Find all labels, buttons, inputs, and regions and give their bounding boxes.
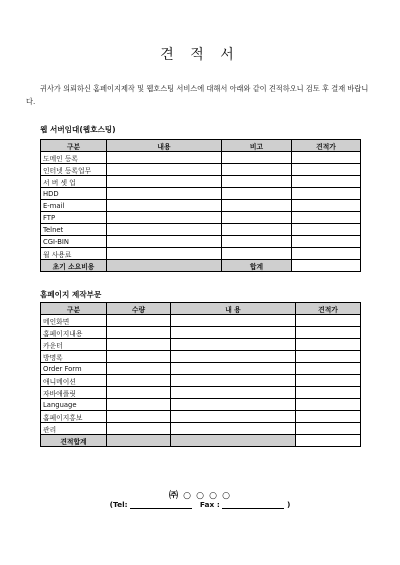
hosting-header-cell: 견적가 [292, 140, 361, 152]
homepage-empty-cell[interactable] [107, 375, 171, 387]
hosting-row [41, 236, 361, 248]
tel-blank [130, 500, 192, 509]
hosting-empty-cell[interactable] [222, 176, 292, 188]
hosting-section-title: 웹 서버임대(웹호스팅) [40, 125, 116, 134]
homepage-header-cell: 수량 [107, 303, 171, 315]
hosting-empty-cell[interactable] [107, 152, 222, 164]
hosting-row [41, 248, 361, 260]
hosting-row [41, 152, 361, 164]
homepage-empty-cell[interactable] [171, 375, 296, 387]
hosting-empty-cell[interactable] [222, 188, 292, 200]
homepage-row-label: 자바애플릿 [41, 387, 107, 399]
hosting-header-cell: 구분 [41, 140, 107, 152]
fax-label: Fax : [199, 500, 220, 509]
hosting-empty-cell[interactable] [222, 212, 292, 224]
homepage-total-value[interactable] [296, 435, 361, 447]
homepage-empty-cell[interactable] [296, 315, 361, 327]
homepage-empty-cell[interactable] [171, 423, 296, 435]
homepage-empty-cell[interactable] [107, 387, 171, 399]
homepage-row [41, 339, 361, 351]
hosting-row [41, 200, 361, 212]
homepage-empty-cell[interactable] [296, 351, 361, 363]
homepage-row-label: 관리 [41, 423, 107, 435]
hosting-total-label: 합계 [222, 260, 292, 272]
hosting-header-cell: 내용 [107, 140, 222, 152]
homepage-row-label: 홈페이지내용 [41, 327, 107, 339]
homepage-header-cell: 구분 [41, 303, 107, 315]
homepage-row-label: Order Form [41, 363, 107, 375]
homepage-row-label: 홈페이지홍보 [41, 411, 107, 423]
homepage-empty-cell[interactable] [107, 411, 171, 423]
hosting-row [41, 164, 361, 176]
hosting-empty-cell[interactable] [292, 224, 361, 236]
tel-label: (Tel: [109, 500, 128, 509]
homepage-footer-label: 견적합계 [41, 435, 107, 447]
homepage-row-label: 카운터 [41, 339, 107, 351]
hosting-footer-empty [107, 260, 222, 272]
homepage-empty-cell[interactable] [296, 339, 361, 351]
hosting-empty-cell[interactable] [107, 176, 222, 188]
homepage-empty-cell[interactable] [296, 399, 361, 411]
homepage-row-label: 애니메이션 [41, 375, 107, 387]
hosting-empty-cell[interactable] [107, 188, 222, 200]
close-paren: ) [286, 500, 291, 509]
fax-blank [222, 500, 284, 509]
homepage-row [41, 363, 361, 375]
homepage-empty-cell[interactable] [296, 411, 361, 423]
homepage-empty-cell[interactable] [171, 339, 296, 351]
hosting-row-label: E-mail [41, 200, 107, 212]
hosting-row-label: 서 버 셋 업 [41, 176, 107, 188]
homepage-row [41, 399, 361, 411]
hosting-empty-cell[interactable] [107, 212, 222, 224]
hosting-empty-cell[interactable] [222, 200, 292, 212]
hosting-row [41, 188, 361, 200]
homepage-header-cell: 내 용 [171, 303, 296, 315]
homepage-empty-cell[interactable] [107, 339, 171, 351]
homepage-footer-empty [107, 435, 171, 447]
homepage-row-label: 방명록 [41, 351, 107, 363]
homepage-empty-cell[interactable] [296, 363, 361, 375]
homepage-empty-cell[interactable] [171, 327, 296, 339]
hosting-empty-cell[interactable] [292, 176, 361, 188]
homepage-header-row [41, 303, 361, 315]
hosting-empty-cell[interactable] [107, 164, 222, 176]
homepage-empty-cell[interactable] [296, 375, 361, 387]
hosting-row-label: 인터넷 등록업무 [41, 164, 107, 176]
contact-line [0, 500, 400, 509]
homepage-row [41, 375, 361, 387]
homepage-section-title: 홈페이지 제작부문 [40, 290, 102, 299]
homepage-empty-cell[interactable] [107, 363, 171, 375]
homepage-empty-cell[interactable] [296, 327, 361, 339]
hosting-empty-cell[interactable] [292, 212, 361, 224]
hosting-row [41, 212, 361, 224]
homepage-row-label: 메인화면 [41, 315, 107, 327]
document-title: 견 적 서 [160, 47, 240, 63]
homepage-empty-cell[interactable] [171, 411, 296, 423]
hosting-empty-cell[interactable] [292, 188, 361, 200]
homepage-empty-cell[interactable] [296, 387, 361, 399]
homepage-row [41, 411, 361, 423]
hosting-estimate-table [40, 139, 361, 272]
hosting-empty-cell[interactable] [107, 236, 222, 248]
homepage-estimate-table [40, 302, 361, 447]
homepage-footer-row [41, 435, 361, 447]
hosting-row-label: 월 사용료 [41, 248, 107, 260]
hosting-empty-cell[interactable] [107, 200, 222, 212]
homepage-row [41, 351, 361, 363]
hosting-empty-cell[interactable] [222, 248, 292, 260]
hosting-empty-cell[interactable] [222, 164, 292, 176]
hosting-empty-cell[interactable] [222, 224, 292, 236]
hosting-row-label: 도메인 등록 [41, 152, 107, 164]
hosting-row [41, 224, 361, 236]
homepage-row [41, 387, 361, 399]
hosting-empty-cell[interactable] [292, 200, 361, 212]
hosting-empty-cell[interactable] [292, 152, 361, 164]
hosting-empty-cell[interactable] [107, 248, 222, 260]
intro-paragraph: 귀사가 의뢰하신 홈페이지제작 및 웹호스팅 서비스에 대해서 아래와 같이 견적하오니 검토 후 결재 바랍니다. [26, 84, 369, 106]
hosting-empty-cell[interactable] [107, 224, 222, 236]
hosting-row-label: CGI-BIN [41, 236, 107, 248]
homepage-empty-cell[interactable] [171, 363, 296, 375]
hosting-empty-cell[interactable] [292, 164, 361, 176]
hosting-empty-cell[interactable] [292, 248, 361, 260]
hosting-row-label: Telnet [41, 224, 107, 236]
homepage-empty-cell[interactable] [171, 387, 296, 399]
homepage-empty-cell[interactable] [107, 399, 171, 411]
hosting-header-cell: 비고 [222, 140, 292, 152]
homepage-empty-cell[interactable] [107, 423, 171, 435]
hosting-row [41, 176, 361, 188]
hosting-footer-label: 초기 소요비용 [41, 260, 107, 272]
hosting-total-value[interactable] [292, 260, 361, 272]
homepage-row [41, 423, 361, 435]
hosting-header-row [41, 140, 361, 152]
homepage-empty-cell[interactable] [171, 315, 296, 327]
company-name: ㈜ ○ ○ ○ ○ [169, 491, 231, 501]
homepage-empty-cell[interactable] [171, 399, 296, 411]
homepage-row-label: Language [41, 399, 107, 411]
hosting-empty-cell[interactable] [222, 152, 292, 164]
homepage-empty-cell[interactable] [107, 327, 171, 339]
homepage-empty-cell[interactable] [107, 315, 171, 327]
hosting-row-label: FTP [41, 212, 107, 224]
hosting-empty-cell[interactable] [292, 236, 361, 248]
homepage-empty-cell[interactable] [296, 423, 361, 435]
homepage-empty-cell[interactable] [171, 351, 296, 363]
homepage-footer-empty [171, 435, 296, 447]
hosting-row-label: HDD [41, 188, 107, 200]
hosting-empty-cell[interactable] [222, 236, 292, 248]
homepage-empty-cell[interactable] [107, 351, 171, 363]
homepage-row [41, 315, 361, 327]
hosting-footer-row [41, 260, 361, 272]
homepage-row [41, 327, 361, 339]
homepage-header-cell: 견적가 [296, 303, 361, 315]
